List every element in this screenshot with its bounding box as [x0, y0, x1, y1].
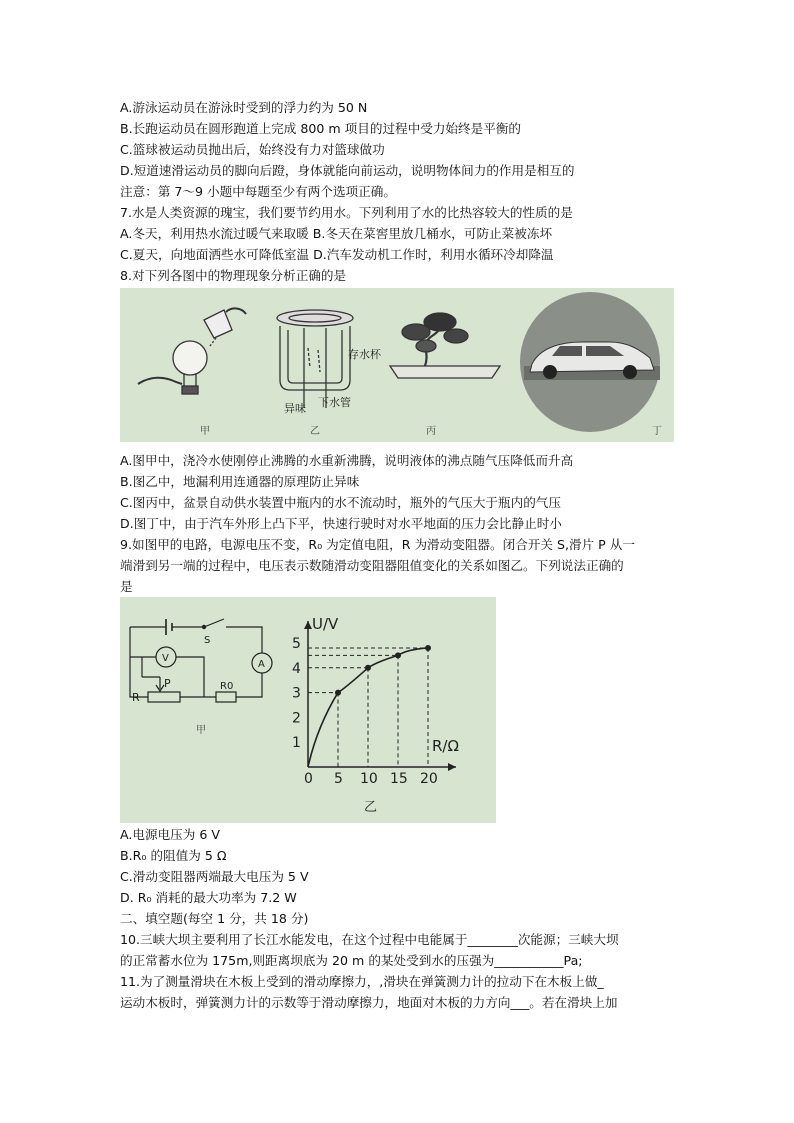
figure-9-drawing: [120, 597, 496, 823]
x-tick-label: 10: [360, 771, 378, 787]
u-r-graph: [292, 615, 459, 787]
option-9d: D. R₀ 消耗的最大功率为 7.2 W: [120, 890, 297, 905]
rheostat-label: R: [132, 691, 140, 704]
caption-jia-9: 甲: [196, 725, 206, 736]
question-11-line1: 11.为了测量滑块在木板上受到的滑动摩擦力，,滑块在弹簧测力计的拉动下在木板上做_: [120, 974, 604, 989]
y-axis-arrow: [304, 621, 312, 629]
circuit-diagram: [130, 619, 272, 702]
option-7cd: C.夏天，向地面洒些水可降低室温 D.汽车发动机工作时，利用水循环冷却降温: [120, 247, 554, 262]
question-9-line2: 端滑到另一端的过程中，电压表示数随滑动变阻器阻值变化的关系如图乙。下列说法正确的: [120, 558, 624, 573]
x-tick-label: 15: [390, 771, 408, 787]
data-point: [365, 665, 371, 671]
question-10-line2: 的正常蓄水位为 175m,则距离坝底为 20 m 的某处受到水的压强为___________Pa;: [120, 953, 583, 968]
x-axis-arrow: [448, 763, 456, 771]
option-6a: A.游泳运动员在游泳时受到的浮力约为 50 N: [120, 100, 368, 115]
label-odor: 异味: [284, 402, 306, 415]
question-9-line3: 是: [120, 579, 133, 594]
slider-label: P: [164, 677, 171, 690]
r0-label: R0: [220, 681, 234, 692]
y-tick-label: 3: [292, 685, 301, 702]
note: 注意：第 7～9 小题中每题至少有两个选项正确。: [120, 184, 396, 199]
option-9a: A.电源电压为 6 V: [120, 827, 220, 842]
question-9-line1: 9.如图甲的电路，电源电压不变，R₀ 为定值电阻，R 为滑动变阻器。闭合开关 S,滑片 P 从一: [120, 537, 635, 552]
option-6c: C.篮球被运动员抛出后，始终没有力对篮球做功: [120, 142, 385, 157]
question-7: 7.水是人类资源的瑰宝，我们要节约用水。下列利用了水的比热容较大的性质的是: [120, 205, 573, 220]
label-drain-pipe: 下水管: [318, 396, 351, 409]
option-8b: B.图乙中，地漏利用连通器的原理防止异味: [120, 474, 360, 489]
figure-9: [120, 597, 496, 823]
y-tick-label: 5: [292, 636, 301, 652]
data-point: [425, 645, 431, 651]
question-10-line1: 10.三峡大坝主要利用了长江水能发电，在这个过程中电能属于________次能源；三峡大坝: [120, 932, 619, 947]
label-water-cup: 存水杯: [348, 348, 381, 361]
data-point: [395, 652, 401, 658]
option-6d: D.短道速滑运动员的脚向后蹬，身体就能向前运动，说明物体间力的作用是相互的: [120, 163, 575, 178]
question-11-line2: 运动木板时，弹簧测力计的示数等于滑动摩擦力，地面对木板的力方向___。若在滑块上加: [120, 995, 618, 1010]
data-point: [335, 690, 341, 696]
option-8d: D.图丁中，由于汽车外形上凸下平，快速行驶时对水平地面的压力会比静止时小: [120, 516, 562, 531]
y-axis-label: U/V: [312, 615, 339, 633]
figure-8: [120, 288, 674, 442]
caption-jia: 甲: [200, 426, 210, 437]
x-tick-label: 5: [334, 771, 343, 787]
option-9c: C.滑动变阻器两端最大电压为 5 V: [120, 869, 309, 884]
y-tick-label: 2: [292, 710, 301, 727]
caption-bing: 丙: [426, 426, 436, 437]
figure-8-drawing: [120, 288, 674, 442]
y-tick-label: 1: [292, 735, 301, 752]
x-axis-label: R/Ω: [432, 737, 459, 755]
car-illustration: [520, 292, 660, 432]
caption-yi-9: 乙: [364, 800, 378, 815]
flask-illustration: [138, 308, 246, 394]
caption-yi: 乙: [310, 426, 320, 437]
section-2-heading: 二、填空题(每空 1 分，共 18 分): [120, 911, 309, 926]
question-8: 8.对下列各图中的物理现象分析正确的是: [120, 268, 347, 283]
y-tick-label: 4: [292, 660, 301, 677]
option-6b: B.长跑运动员在圆形跑道上完成 800 m 项目的过程中受力始终是平衡的: [120, 121, 521, 136]
caption-ding: 丁: [652, 426, 662, 437]
option-9b: B.R₀ 的阻值为 5 Ω: [120, 848, 227, 863]
voltmeter-label: V: [162, 653, 169, 664]
ammeter-label: A: [258, 659, 265, 670]
bonsai-illustration: [390, 313, 500, 378]
floor-drain-illustration: [277, 310, 353, 408]
option-8a: A.图甲中，浇冷水使刚停止沸腾的水重新沸腾，说明液体的沸点随气压降低而升高: [120, 453, 574, 468]
switch-label: S: [204, 635, 211, 646]
option-8c: C.图丙中，盆景自动供水装置中瓶内的水不流动时，瓶外的气压大于瓶内的气压: [120, 495, 561, 510]
x-tick-label: 20: [420, 771, 438, 787]
x-tick-label: 0: [304, 771, 313, 787]
option-7ab: A.冬天，利用热水流过暖气来取暖 B.冬天在菜窖里放几桶水，可防止菜被冻坏: [120, 226, 553, 241]
